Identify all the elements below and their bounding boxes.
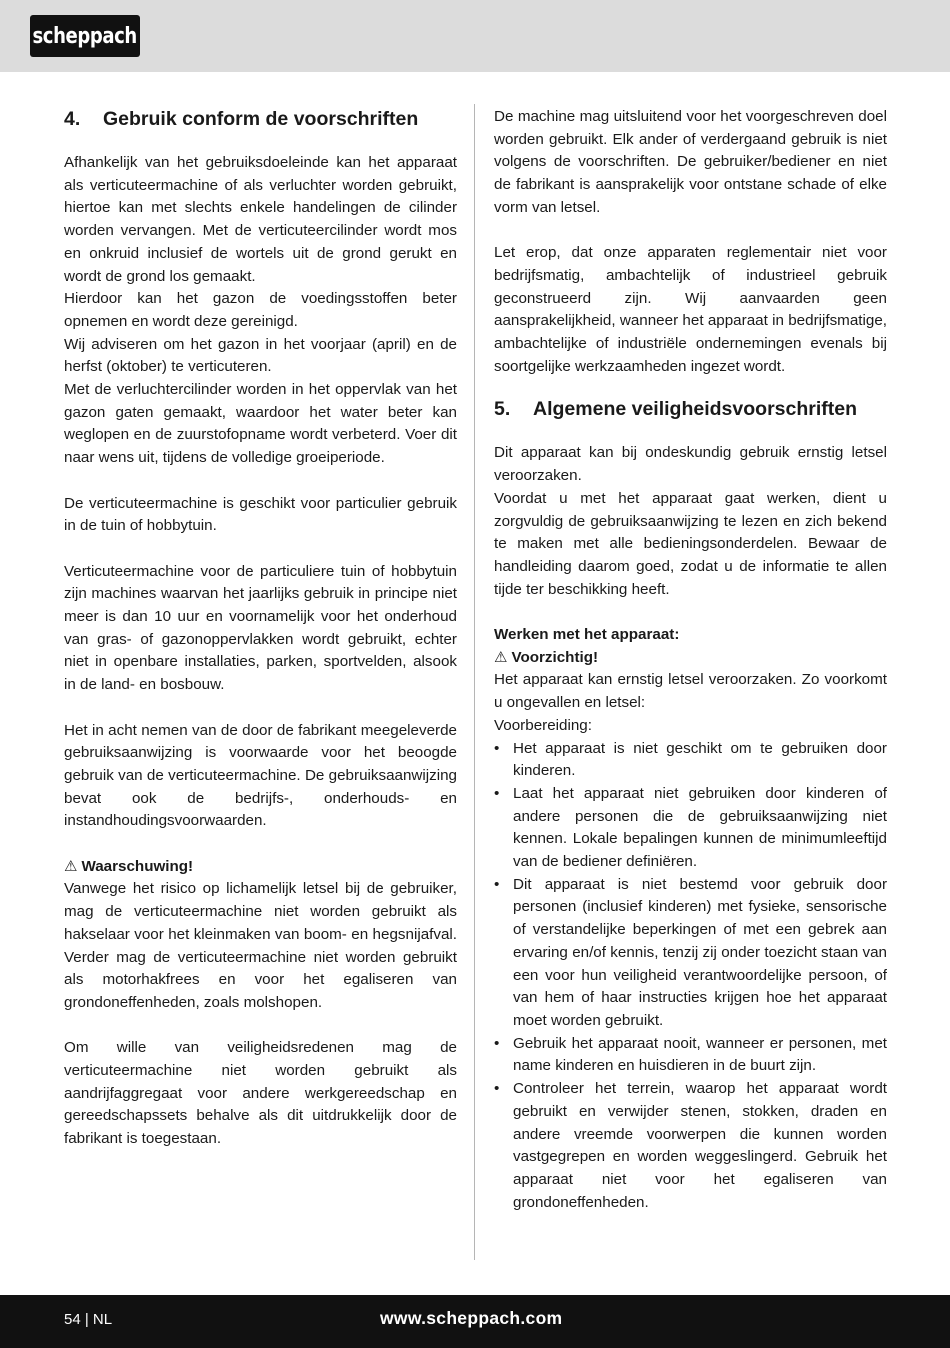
- warning-icon: ⚠: [64, 857, 78, 875]
- footer-bar: [0, 1295, 950, 1348]
- left-column: [64, 106, 457, 1151]
- paragraph: De machine mag uitsluitend voor het voorgeschreven doel worden gebruikt. Elk ander of verdergaand gebruik is niet volgens de voorschriften. De gebruiker/bediener en niet de fabrikant is aansprakelijk voor ontstane schade of elke vorm van letsel.: [494, 108, 887, 216]
- list-item: • Laat het apparaat niet gebruiken door kinderen of andere personen die de gebruiksaanwijzing niet kennen. Lokale bepalingen kunnen de minimumleeftijd van de bediener definiëren.: [494, 784, 887, 871]
- scheppach-logo: [30, 15, 140, 57]
- paragraph: Wij adviseren om het gazon in het voorjaar (april) en de herfst (oktober) te verticuteren.: [64, 335, 457, 376]
- paragraph: Het in acht nemen van de door de fabrikant meegeleverde gebruiksaanwijzing is voorwaarde voor het beoogde gebruik van de verticuteermachine. De gebruiksaanwijzing bevat ook de bedrijfs-, onderhouds- en instandhoudingsvoorwaarden.: [64, 721, 457, 830]
- section-4-number: 4.: [64, 108, 81, 130]
- caution-label: [494, 647, 887, 670]
- section-4-title: Gebruik conform de voorschriften: [103, 108, 419, 130]
- bullet-icon: •: [494, 739, 500, 757]
- bullet-icon: •: [494, 1080, 500, 1098]
- column-divider: [474, 104, 475, 1260]
- paragraph: Vanwege het risico op lichamelijk letsel bij de gebruiker, mag de verticuteermachine niet worden gebruikt als hakselaar voor het kleinmaken van boom- en hegsnijafval. Verder mag de verticuteermachine niet worden gebruikt als motorhakfrees en voor het egaliseren van grondoneffenheden, zoals molshopen.: [64, 880, 457, 1011]
- section-5-number: 5.: [494, 398, 511, 421]
- header-bar: [0, 0, 950, 72]
- list-item: • Controleer het terrein, waarop het apparaat wordt gebruikt en verwijder stenen, stokken, draden en andere vreemde voorwerpen die kunnen worden vastgegrepen en worden weggeslingerd. Gebruik het apparaat niet voor het egaliseren van grondoneffenheden.: [494, 1080, 887, 1211]
- warning-label: [64, 856, 457, 879]
- paragraph: Afhankelijk van het gebruiksdoeleinde kan het apparaat als verticuteermachine of als verluchter worden gebruikt, hiertoe kan met slechts enkele handelingen de cilinder worden vervangen. Met de verticuteercilinder wordt mos en onkruid inclusief de wortels uit de grond gerukt en wordt de grond los gemaakt.: [64, 154, 457, 285]
- right-column: [494, 106, 887, 1214]
- bullet-icon: •: [494, 1034, 500, 1052]
- paragraph: Verticuteermachine voor de particuliere tuin of hobbytuin zijn machines waarvan het jaarlijks gebruik in principe niet meer is dan 10 uur en voornamelijk voor het onderhoud van gras- of gazonoppervlakken wordt gebruikt, echter niet in openbare installaties, parken, sportvelden, alsook in de land- en bosbouw.: [64, 562, 457, 694]
- paragraph: De verticuteermachine is geschikt voor particulier gebruik in de tuin of hobbytuin.: [64, 494, 457, 535]
- bullet-list: [494, 738, 887, 1215]
- warning-icon: ⚠: [494, 648, 508, 666]
- paragraph: Met de verluchtercilinder worden in het oppervlak van het gazon gaten gemaakt, waardoor het water beter kan weglopen en de zuurstofopname wordt verbeterd. Voer dit naar wens uit, tijdens de volledige groeiperiode.: [64, 381, 457, 467]
- list-item: • Het apparaat is niet geschikt om te gebruiken door kinderen.: [494, 739, 887, 780]
- paragraph: Het apparaat kan ernstig letsel veroorzaken. Zo voorkomt u ongevallen en letsel:: [494, 671, 887, 712]
- paragraph: Let erop, dat onze apparaten reglementair niet voor bedrijfsmatig, ambachtelijk of industrieel gebruik geconstrueerd zijn. Wij aanvaarden geen aansprakelijkheid, wanneer het apparaat in bedrijfsmatige, ambachtelijke of industriële ondernemingen evenals bij soortgelijke werkzaamheden ingezet wordt.: [494, 244, 887, 375]
- list-item: • Dit apparaat is niet bestemd voor gebruik door personen (inclusief kinderen) met fysieke, sensorische of verstandelijke beperkingen of met een gebrek aan ervaring en/of kennis, tenzij zij onder toezicht staan van een voor hun veiligheid verantwoordelijke persoon, of van hem of haar instructies krijgen hoe het apparaat moet worden gebruikt.: [494, 875, 887, 1029]
- section-5-title: Algemene veiligheidsvoorschriften: [533, 398, 858, 421]
- section-4-heading: [64, 106, 457, 132]
- subheading: Werken met het apparaat:: [494, 626, 680, 644]
- paragraph: Voordat u met het apparaat gaat werken, dient u zorgvuldig de gebruiksaanwijzing te lezen en zich bekend te maken met alle bedieningsonderdelen. Bewaar de handleiding daarom goed, zodat u de informatie te allen tijde ter beschikking heeft.: [494, 489, 887, 598]
- paragraph: Voorbereiding:: [494, 716, 592, 734]
- paragraph: Om wille van veiligheidsredenen mag de verticuteermachine niet worden gebruikt als aandrijfaggregaat voor andere werkgereedschap en gereedschapssets behalve als dit uitdrukkelijk door de fabrikant is toegestaan.: [64, 1039, 457, 1148]
- paragraph: Hierdoor kan het gazon de voedingsstoffen beter opnemen en wordt deze gereinigd.: [64, 290, 457, 330]
- website-link[interactable]: www.scheppach.com: [380, 1308, 563, 1328]
- list-item: • Gebruik het apparaat nooit, wanneer er personen, met name kinderen en huisdieren in de buurt zijn.: [494, 1034, 887, 1075]
- logo-text: scheppach: [32, 23, 138, 49]
- page-number: 54 | NL: [64, 1311, 113, 1328]
- section-5-heading: [494, 396, 887, 422]
- bullet-icon: •: [494, 784, 500, 802]
- warning-text: Waarschuwing!: [81, 857, 194, 875]
- caution-text: Voorzichtig!: [511, 648, 599, 666]
- bullet-icon: •: [494, 875, 500, 893]
- paragraph: Dit apparaat kan bij ondeskundig gebruik ernstig letsel veroorzaken.: [494, 444, 887, 485]
